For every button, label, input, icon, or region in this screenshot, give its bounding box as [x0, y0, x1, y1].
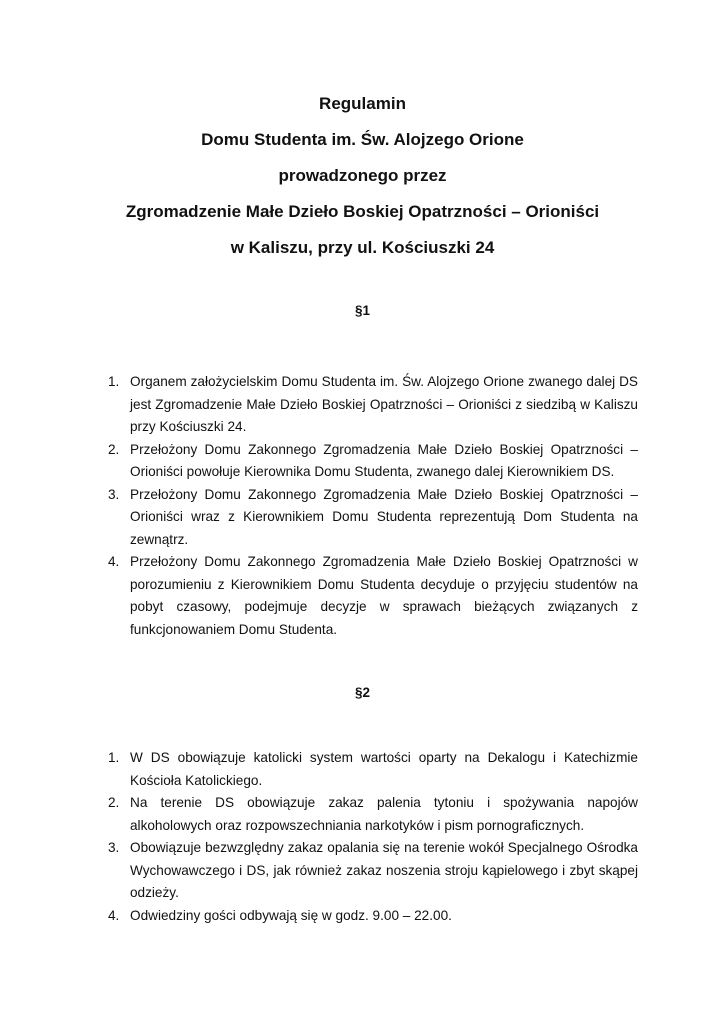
numbered-list — [108, 371, 638, 641]
title-line: Zgromadzenie Małe Dzieło Boskiej Opatrzności – Orioniści — [125, 202, 600, 221]
list-item-number: 3. — [108, 840, 120, 855]
list-item — [108, 439, 638, 484]
list-item-text: Obowiązuje bezwzględny zakaz opalania się na terenie wokół Specjalnego Ośrodka Wychowawczego i DS, jak również zakaz noszenia stroju kąpielowego i zbyt skąpej odzieży. — [130, 840, 638, 900]
list-item-number: 1. — [108, 374, 120, 389]
list-item-number: 2. — [108, 795, 120, 810]
list-item — [108, 792, 638, 837]
list-item-text: Przełożony Domu Zakonnego Zgromadzenia Małe Dzieło Boskiej Opatrzności w porozumieniu z Kierownikiem Domu Studenta decyduje o przyjęciu studentów na pobyt czasowy, podejmuje decyzje w sprawach bieżących związanych z funkcjonowaniem Domu Studenta. — [130, 554, 638, 637]
list-item — [108, 747, 638, 792]
title-line: Regulamin — [319, 94, 406, 113]
list-item-text: Na terenie DS obowiązuje zakaz palenia tytoniu i spożywania napojów alkoholowych oraz rozpowszechniania narkotyków i pism pornograficznych. — [130, 795, 638, 833]
title-line: Domu Studenta im. Św. Alojzego Orione — [201, 130, 524, 149]
list-item-text: Organem założycielskim Domu Studenta im. Św. Alojzego Orione zwanego dalej DS jest Zgromadzenie Małe Dzieło Boskiej Opatrzności – Orioniści z siedzibą w Kaliszu przy Kościuszki 24. — [130, 374, 638, 434]
list-item-text: Przełożony Domu Zakonnego Zgromadzenia Małe Dzieło Boskiej Opatrzności – Orioniści powołuje Kierownika Domu Studenta, zwanego dalej Kierownikiem DS. — [130, 441, 638, 479]
list-item-number: 4. — [108, 554, 120, 569]
document-title — [0, 86, 725, 266]
list-item-number: 4. — [108, 907, 120, 923]
title-line: prowadzonego przez — [278, 166, 447, 185]
section-heading: §1 — [354, 303, 371, 318]
list-item-text: Przełożony Domu Zakonnego Zgromadzenia Małe Dzieło Boskiej Opatrzności – Orioniści wraz z Kierownikiem Domu Studenta reprezentują Dom Studenta na zewnątrz. — [130, 486, 638, 547]
numbered-list — [108, 747, 638, 927]
list-item-number: 1. — [108, 750, 120, 765]
list-item — [108, 837, 638, 905]
list-item-text: Odwiedziny gości odbywają się w godz. 9.00 – 22.00. — [130, 907, 452, 923]
list-item — [108, 551, 638, 641]
list-item — [108, 484, 638, 552]
list-item-number: 2. — [108, 441, 120, 457]
section-heading: §2 — [354, 685, 371, 700]
list-item — [108, 371, 638, 439]
list-item-text: W DS obowiązuje katolicki system wartości oparty na Dekalogu i Katechizmie Kościoła Katolickiego. — [130, 750, 638, 788]
title-line: w Kaliszu, przy ul. Kościuszki 24 — [230, 238, 495, 257]
list-item-number: 3. — [108, 486, 120, 502]
list-item — [108, 905, 638, 928]
